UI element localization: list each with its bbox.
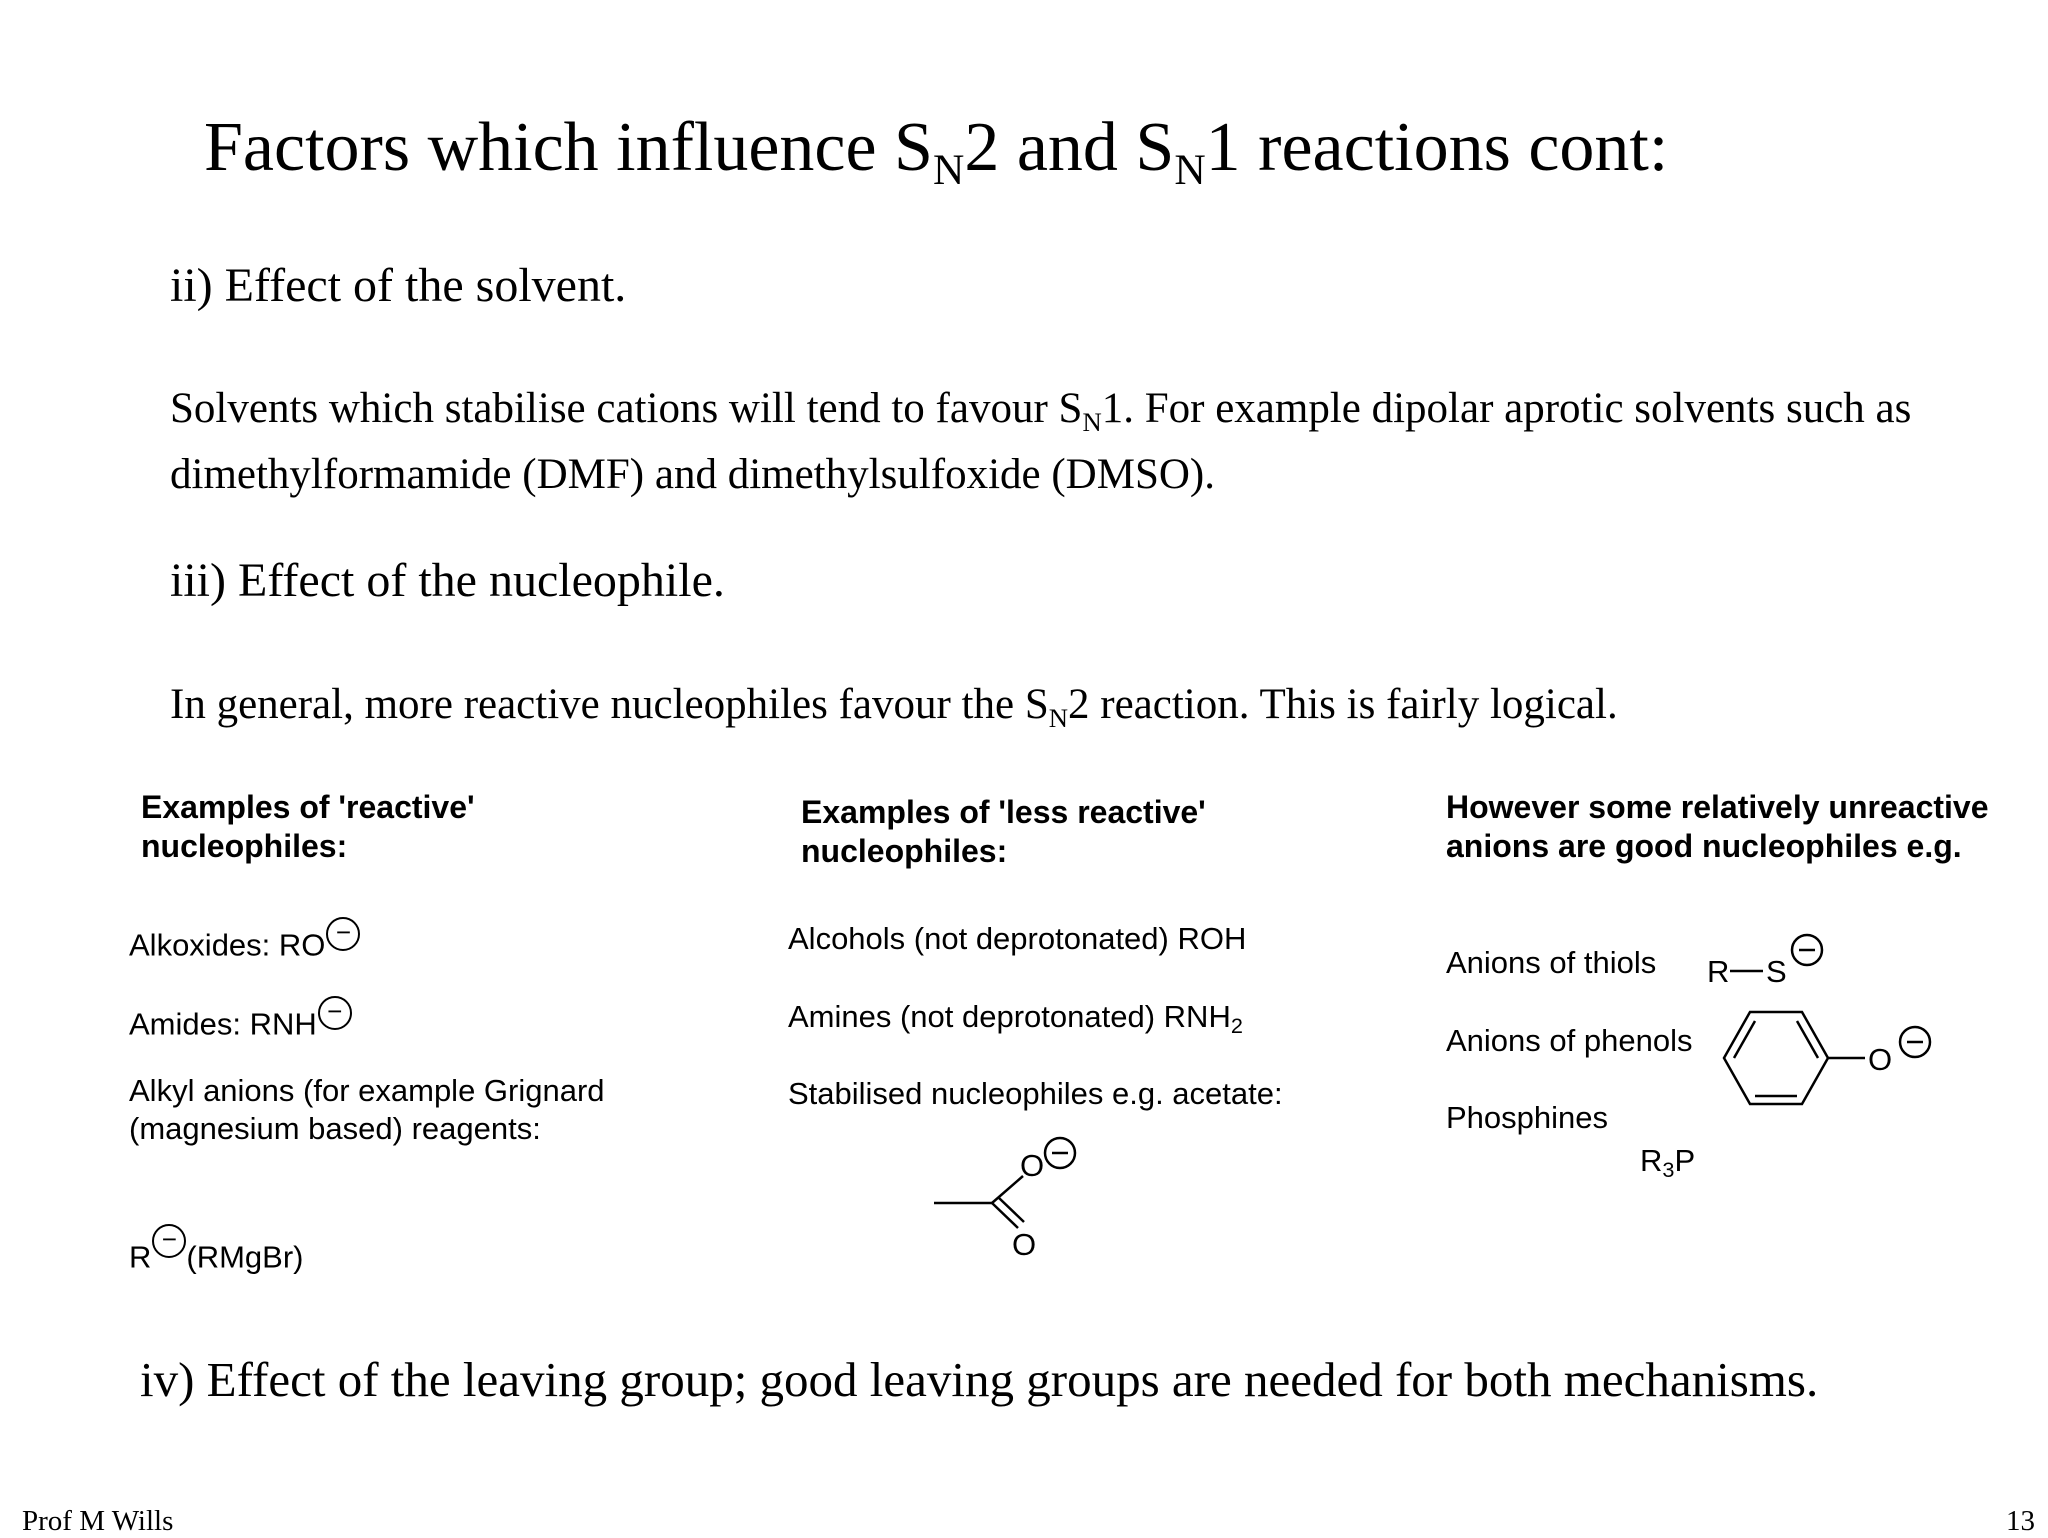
section-solvent-heading: ii) Effect of the solvent.	[170, 259, 627, 312]
phenol-o: O	[1868, 1042, 1893, 1077]
phosphines-item: Phosphines	[1446, 1100, 1609, 1135]
amines-subscript: 2	[1230, 1013, 1243, 1039]
negative-charge-icon: −	[326, 917, 360, 951]
page-number: 13	[2006, 1505, 2035, 1537]
negative-charge-icon: −	[318, 996, 352, 1030]
acetate-o-minus: O	[1020, 1148, 1045, 1183]
section-leaving-group-heading: iv) Effect of the leaving group; good leaving groups are needed for both mechanisms.	[140, 1352, 1819, 1407]
title-subscript: N	[1174, 145, 1206, 194]
grignard-item	[129, 1224, 304, 1277]
title-text: 2 and S	[964, 109, 1175, 186]
phenolate-structure	[1715, 1000, 1945, 1120]
r3p-subscript: 3	[1662, 1157, 1675, 1183]
footer-author: Prof M Wills	[22, 1505, 174, 1537]
thiol-r: R	[1707, 954, 1730, 989]
reactive-heading: Examples of 'reactive' nucleophiles:	[141, 789, 475, 864]
acetate-o-double: O	[1012, 1227, 1037, 1258]
amines-label: Amines (not deprotonated) RNH	[788, 999, 1231, 1034]
r3p-p: P	[1674, 1143, 1696, 1178]
alkoxides-label: Alkoxides: RO	[129, 927, 326, 963]
benzene-double-bond	[1797, 1021, 1818, 1058]
paragraph-subscript: N	[1048, 702, 1069, 733]
acetate-structure	[920, 1118, 1120, 1258]
r3p-formula	[1640, 1142, 1695, 1183]
acetate-co-single-bond	[992, 1176, 1023, 1203]
benzene-ring	[1724, 1012, 1828, 1104]
alcohols-item: Alcohols (not deprotonated) ROH	[788, 921, 1247, 956]
benzene-double-bond	[1734, 1021, 1755, 1058]
paragraph-text: 2 reaction. This is fairly logical.	[1068, 681, 1618, 728]
however-heading: However some relatively unreactive anions are good nucleophiles e.g.	[1446, 789, 1989, 864]
paragraph-text: 1. For example dipolar aprotic solvents such as dimethylformamide (DMF) and dimethylsulfoxide (DMSO).	[170, 385, 1912, 498]
section-nucleophile-heading: iii) Effect of the nucleophile.	[170, 554, 725, 607]
phenols-item: Anions of phenols	[1446, 1023, 1693, 1058]
thiolate-structure	[1700, 930, 1830, 990]
grignard-label: (RMgBr)	[186, 1239, 304, 1275]
paragraph-text: In general, more reactive nucleophiles favour the S	[170, 681, 1049, 728]
less-reactive-heading: Examples of 'less reactive' nucleophiles:	[801, 794, 1206, 869]
amides-item	[129, 996, 352, 1043]
alkyl-anions-item: Alkyl anions (for example Grignard (magnesium based) reagents:	[129, 1073, 605, 1146]
r3p-r: R	[1640, 1143, 1663, 1178]
thiols-item: Anions of thiols	[1446, 945, 1657, 980]
acetate-co-double-bond	[999, 1198, 1024, 1222]
thiol-s: S	[1766, 954, 1787, 989]
amides-label: Amides: RNH	[129, 1006, 317, 1042]
acetate-co-double-bond	[992, 1203, 1018, 1228]
paragraph-subscript: N	[1082, 406, 1102, 437]
grignard-r: R	[129, 1239, 152, 1275]
page-title	[204, 108, 1668, 196]
nucleophile-paragraph	[170, 674, 1618, 740]
title-text: Factors which influence S	[204, 109, 933, 186]
title-text: 1 reactions cont:	[1205, 109, 1669, 186]
amines-item	[788, 998, 1243, 1039]
paragraph-text: Solvents which stabilise cations will tend to favour S	[170, 385, 1083, 432]
stabilised-item: Stabilised nucleophiles e.g. acetate:	[788, 1076, 1283, 1111]
alkoxides-item	[129, 917, 360, 964]
title-subscript: N	[932, 145, 965, 194]
negative-charge-icon: −	[152, 1224, 186, 1258]
solvent-paragraph	[170, 378, 1920, 506]
